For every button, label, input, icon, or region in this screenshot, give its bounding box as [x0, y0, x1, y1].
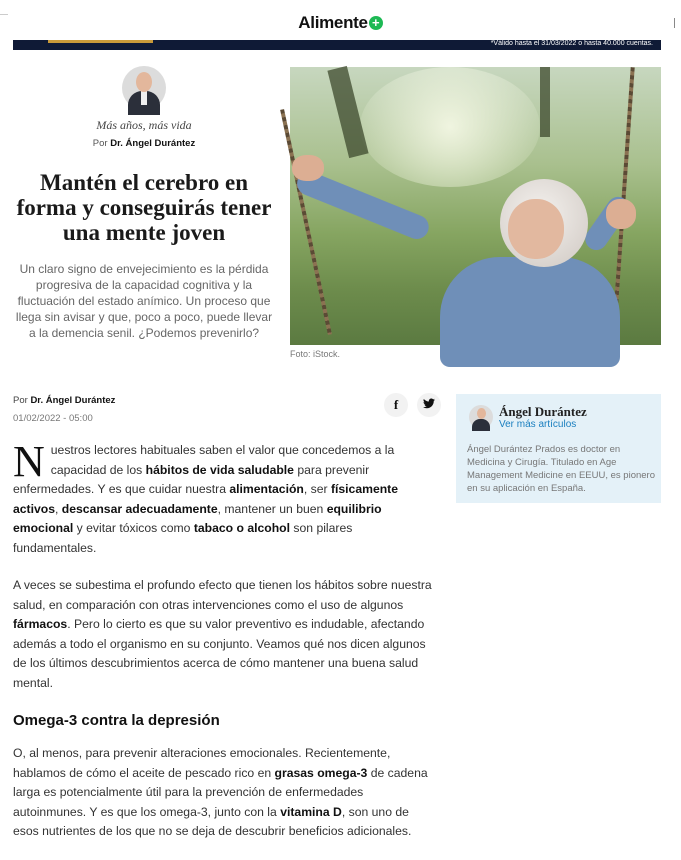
paragraph-bold: tabaco o alcohol [193, 521, 291, 535]
paragraph-bold: físicamente activos [13, 482, 399, 516]
paragraph-text: , mantener un buen [217, 501, 327, 516]
paragraph-text: uestros lectores habituales saben el valor que concedemos a la capacidad de los [50, 443, 395, 477]
drop-cap: N [13, 437, 45, 486]
paragraph-text: O, al menos, para prevenir alteraciones emocionales. Recientemente, hablamos de cómo el aceite de pescado rico en [13, 746, 391, 780]
article-paragraph [13, 744, 438, 842]
avatar-shirt [141, 91, 147, 105]
hero-author-block [13, 66, 275, 149]
image-person-face [508, 199, 564, 259]
byline-prefix: Por [13, 395, 28, 406]
hero-image [290, 67, 661, 345]
avatar-suit [472, 419, 490, 431]
section-label[interactable]: Más años, más vida [96, 118, 192, 132]
section-heading: Omega-3 contra la depresión [13, 712, 220, 729]
share-facebook-icon[interactable]: f [384, 393, 408, 417]
article-body [13, 437, 438, 860]
promo-accent-bar [48, 40, 153, 43]
paragraph-text: . Pero lo cierto es que su valor preventivo es indudable, afectando además a todo el organismo en su conjunto. Veamos qué nos dicen algunos de los últimos descubrimientos acerca de cómo mantener una buena salud mental. [13, 617, 426, 690]
site-logo[interactable] [0, 13, 681, 33]
article-lead: Un claro signo de envejecimiento es la pérdida progresiva de la capacidad cognitiva y la fluctuación del estado anímico. Un proceso que llega sin avisar y que, poco a poco, puede llevar a la demencia senil. ¿Podemos prevenirlo? [15, 262, 273, 340]
paragraph-bold: equilibrio emocional [13, 501, 382, 535]
paragraph-text: y evitar tóxicos como [73, 521, 194, 535]
article-byline [13, 395, 115, 406]
image-tree-trunk [540, 67, 550, 137]
author-card-bio: Ángel Durántez Prados es doctor en Medicina y Cirugía. Titulado en Age Management Medicine en EEUU, es pionero en su aplicación en España. [467, 444, 655, 494]
author-card [456, 394, 661, 503]
article-paragraph [13, 437, 438, 558]
article-title: Mantén el cerebro en forma y conseguirás tener una mente joven [16, 170, 272, 245]
logo-text: Alimente [298, 13, 368, 32]
twitter-bird-icon [423, 398, 435, 409]
image-person-body [440, 257, 620, 367]
paragraph-text: de cadena larga es potencialmente útil para la prevención de enfermedades autoinmunes. Y es que los omega-3, junto con la [13, 765, 428, 819]
article-date: 01/02/2022 - 05:00 [13, 413, 93, 424]
image-caption: Foto: iStock. [290, 349, 341, 359]
paragraph-bold: vitamina D [280, 804, 342, 819]
byline-author-link[interactable]: Dr. Ángel Durántez [30, 395, 116, 406]
image-person-hand [606, 199, 636, 229]
article-meta [13, 395, 115, 424]
paragraph-text: para prevenir enfermedades. Y es que cuidar nuestra [13, 462, 370, 496]
scroll-edge-mark [674, 18, 675, 28]
promo-banner[interactable] [13, 40, 661, 50]
paragraph-bold: alimentación [229, 482, 304, 496]
paragraph-text: son pilares fundamentales. [13, 521, 353, 555]
paragraph-bold: fármacos [13, 617, 68, 631]
hero-byline [13, 138, 275, 149]
author-card-avatar[interactable] [469, 405, 493, 429]
byline-author-link[interactable]: Dr. Ángel Durántez [110, 138, 196, 149]
image-sunlight [360, 67, 540, 187]
paragraph-text: , [55, 501, 62, 516]
author-card-name[interactable]: Ángel Durántez [499, 404, 587, 419]
avatar-head [136, 72, 152, 92]
paragraph-text: A veces se subestima el profundo efecto que tienen los hábitos sobre nuestra salud, en comparación con otras intervenciones como el uso de algunos [13, 578, 432, 612]
byline-prefix: Por [92, 138, 108, 149]
image-person-hand [292, 155, 324, 181]
paragraph-text: , ser [303, 482, 331, 496]
share-twitter-icon[interactable] [417, 393, 441, 417]
avatar-head [477, 408, 486, 419]
article-paragraph [13, 576, 438, 693]
paragraph-bold: grasas omega-3 [274, 765, 368, 780]
promo-text: *Válido hasta el 31/03/2022 o hasta 40.000 cuentas. [490, 40, 653, 47]
site-header [0, 0, 681, 40]
see-more-articles-link[interactable]: Ver más artículos [499, 419, 577, 430]
paragraph-bold: descansar adecuadamente [61, 501, 218, 516]
logo-plus-icon: + [369, 16, 383, 30]
paragraph-text: , son uno de esos nutrientes de los que no se deja de descubrir beneficios adicionales. [13, 804, 412, 838]
image-swing-chain [613, 67, 634, 317]
paragraph-bold: hábitos de vida saludable [145, 462, 294, 477]
author-avatar[interactable] [122, 66, 166, 110]
image-swing-chain [280, 109, 332, 335]
